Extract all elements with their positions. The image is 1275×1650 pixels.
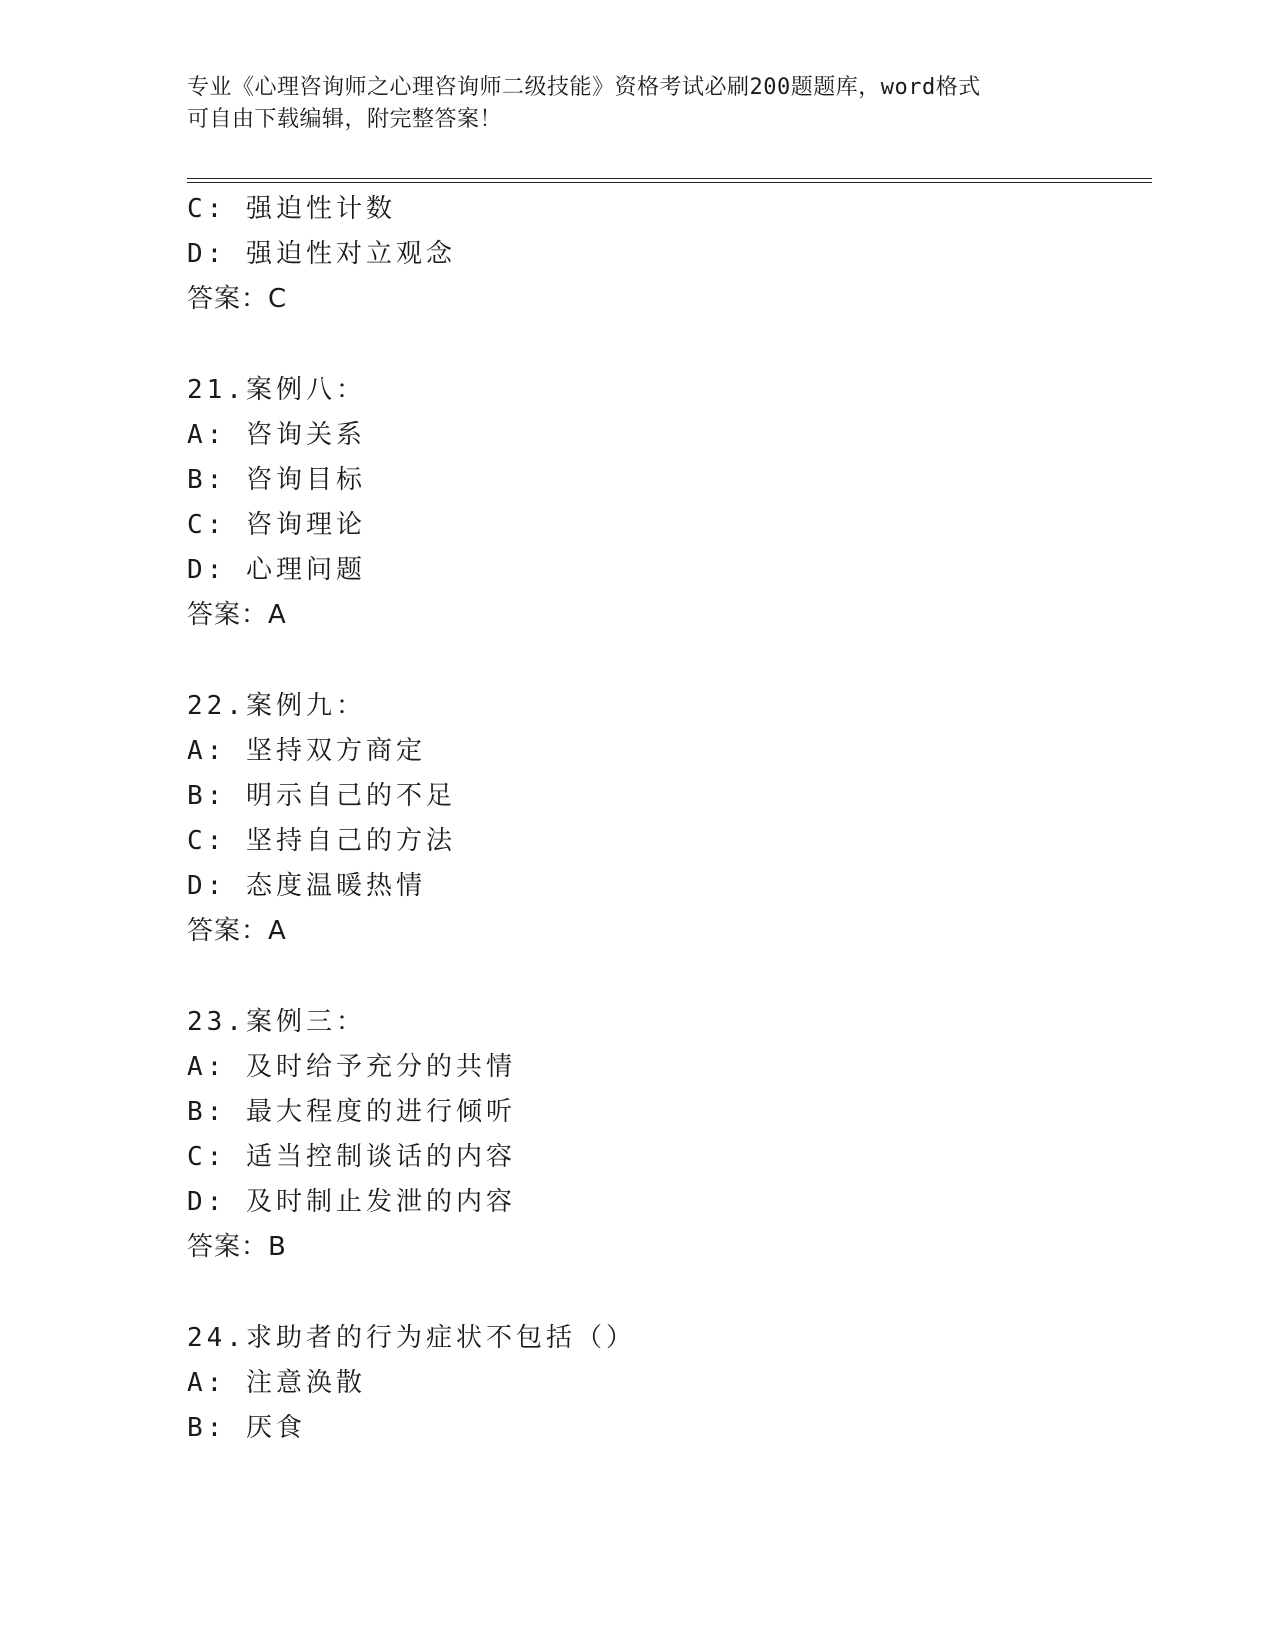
header-line-2: 可自由下载编辑，附完整答案！ [187, 107, 503, 132]
q23-option-c: C: 适当控制谈话的内容 [187, 1142, 516, 1172]
q21-option-a: A: 咨询关系 [187, 420, 366, 450]
header-line-1: 专业《心理咨询师之心理咨询师二级技能》资格考试必刷200题题库，word格式 [187, 75, 981, 100]
q20-answer: 答案：C [187, 284, 288, 314]
q22-option-b: B: 明示自己的不足 [187, 781, 456, 811]
q24-stem: 24.求助者的行为症状不包括（） [187, 1323, 636, 1353]
q24-option-a: A: 注意涣散 [187, 1368, 366, 1398]
q22-option-d: D: 态度温暖热情 [187, 871, 426, 901]
q24-option-b: B: 厌食 [187, 1413, 306, 1443]
q23-option-b: B: 最大程度的进行倾听 [187, 1097, 516, 1127]
q23-answer: 答案：B [187, 1232, 287, 1262]
q23-stem: 23.案例三： [187, 1007, 366, 1037]
header-divider [187, 178, 1152, 183]
document-header [187, 72, 1087, 136]
q21-stem: 21.案例八： [187, 375, 366, 405]
q22-stem: 22.案例九： [187, 691, 366, 721]
q23-option-a: A: 及时给予充分的共情 [187, 1052, 516, 1082]
q21-option-b: B: 咨询目标 [187, 465, 366, 495]
q21-option-c: C: 咨询理论 [187, 510, 366, 540]
q21-option-d: D: 心理问题 [187, 555, 366, 585]
q20-option-c: C: 强迫性计数 [187, 194, 396, 224]
q20-option-d: D: 强迫性对立观念 [187, 239, 456, 269]
q23-option-d: D: 及时制止发泄的内容 [187, 1187, 516, 1217]
q21-answer: 答案：A [187, 600, 287, 630]
q22-option-c: C: 坚持自己的方法 [187, 826, 456, 856]
q22-option-a: A: 坚持双方商定 [187, 736, 426, 766]
q22-answer: 答案：A [187, 916, 287, 946]
